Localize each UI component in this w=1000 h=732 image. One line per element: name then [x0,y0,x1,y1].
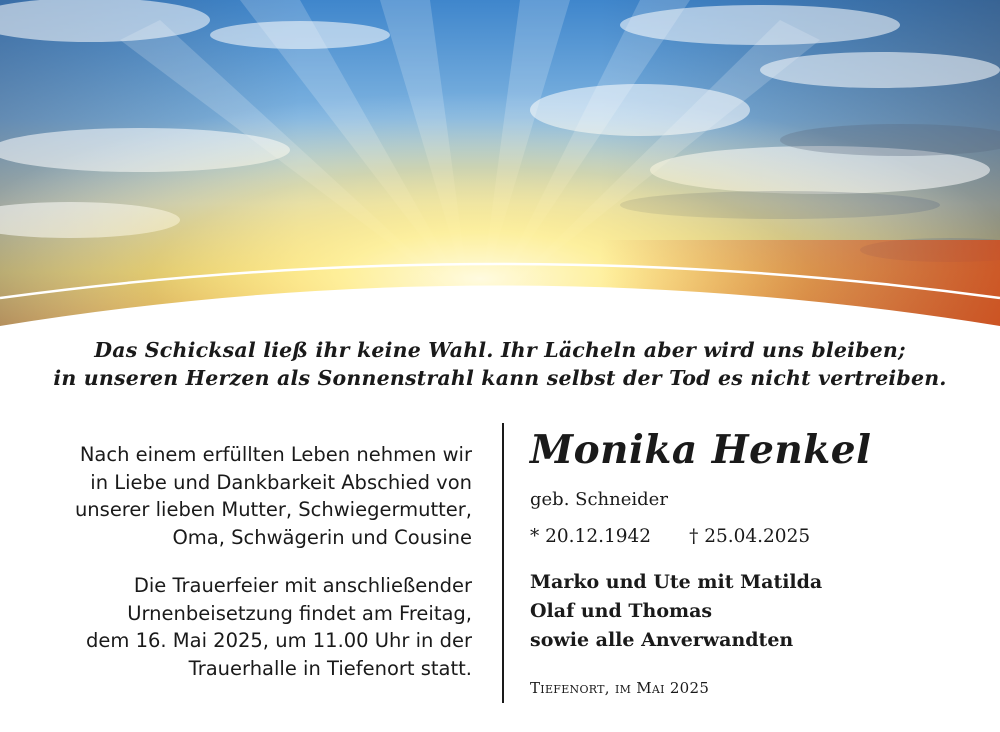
ceremony-line: dem 16. Mai 2025, um 11.00 Uhr in der [86,629,472,652]
intro-paragraph [12,441,472,551]
intro-line: Oma, Schwägerin und Cousine [172,525,472,549]
deceased-name: Monika Henkel [530,427,872,473]
announcement-text [12,441,472,700]
quote-line-2: in unseren Herzen als Sonnenstrahl kann selbst der Tod es nicht vertreiben. [53,366,947,390]
death-date: † 25.04.2025 [689,526,811,547]
intro-line: in Liebe und Dankbarkeit Abschied von [90,470,472,494]
ceremony-paragraph [12,572,472,682]
ceremony-line: Urnenbeisetzung findet am Freitag, [127,601,472,625]
quote-line-1: Das Schicksal ließ ihr keine Wahl. Ihr Lächeln aber wird uns bleiben; [94,338,906,362]
mourner-line: Marko und Ute mit Matilda [530,571,823,593]
intro-line: Nach einem erfüllten Leben nehmen wir [79,443,472,466]
life-dates [530,524,990,550]
place-and-date: Tiefenort, im Mai 2025 [530,679,710,697]
deceased-details [530,424,990,655]
memorial-quote [0,336,1000,392]
mourners-list [530,568,990,655]
mourner-line: sowie alle Anverwandten [530,629,794,651]
mourner-line: Olaf und Thomas [530,600,713,622]
ceremony-line: Trauerhalle in Tiefenort statt. [188,656,472,680]
intro-line: unserer lieben Mutter, Schwiegermutter, [74,498,472,521]
column-divider [502,423,504,703]
sunrise-header-image [0,0,1000,340]
maiden-name: geb. Schneider [530,489,668,510]
birth-date: * 20.12.1942 [530,526,652,547]
ceremony-line: Die Trauerfeier mit anschließender [133,574,472,597]
